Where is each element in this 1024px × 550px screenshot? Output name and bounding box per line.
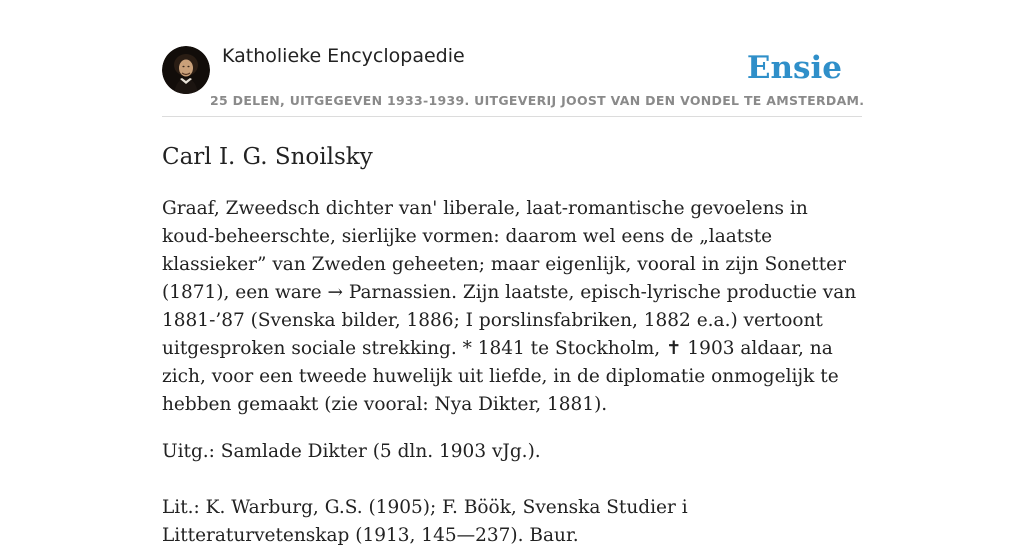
portrait-avatar-icon[interactable]: [162, 46, 210, 94]
article-title: Carl I. G. Snoilsky: [162, 144, 373, 170]
header: [162, 0, 865, 117]
book-title[interactable]: Katholieke Encyclopaedie: [222, 45, 465, 67]
article-body: Graaf, Zweedsch dichter van' liberale, laat-romantische gevoelens in koud-beheerschte, sierlijke vormen: daarom wel eens de „laatste klassieker” van Zweden geheeten; maar eigenlijk, vooral in zijn Sonetter (1871), een ware → Parnassien. Zijn laatste, episch-lyrische productie van 1881-’87 (Svenska bilder, 1886; I porslinsfabriken, 1882 e.a.) vertoont uitgesproken sociale strekking. * 1841 te Stockholm, ✝ 1903 aldaar, na zich, voor een tweede huwelijk uit liefde, in de diplomatie onmogelijk te hebben gemaakt (zie vooral: Nya Dikter, 1881).: [162, 198, 857, 415]
page: [162, 0, 865, 550]
book-subtitle: 25 DELEN, UITGEGEVEN 1933-1939. UITGEVERIJ JOOST VAN DEN VONDEL TE AMSTERDAM.: [210, 93, 865, 108]
article-literature: Lit.: K. Warburg, G.S. (1905); F. Böök, Svenska Studier i Litteraturvetenskap (1913, 145—237). Baur.: [162, 497, 688, 546]
brand-logo[interactable]: Ensie: [746, 50, 842, 86]
article-edition: Uitg.: Samlade Dikter (5 dln. 1903 vJg.).: [162, 441, 541, 462]
